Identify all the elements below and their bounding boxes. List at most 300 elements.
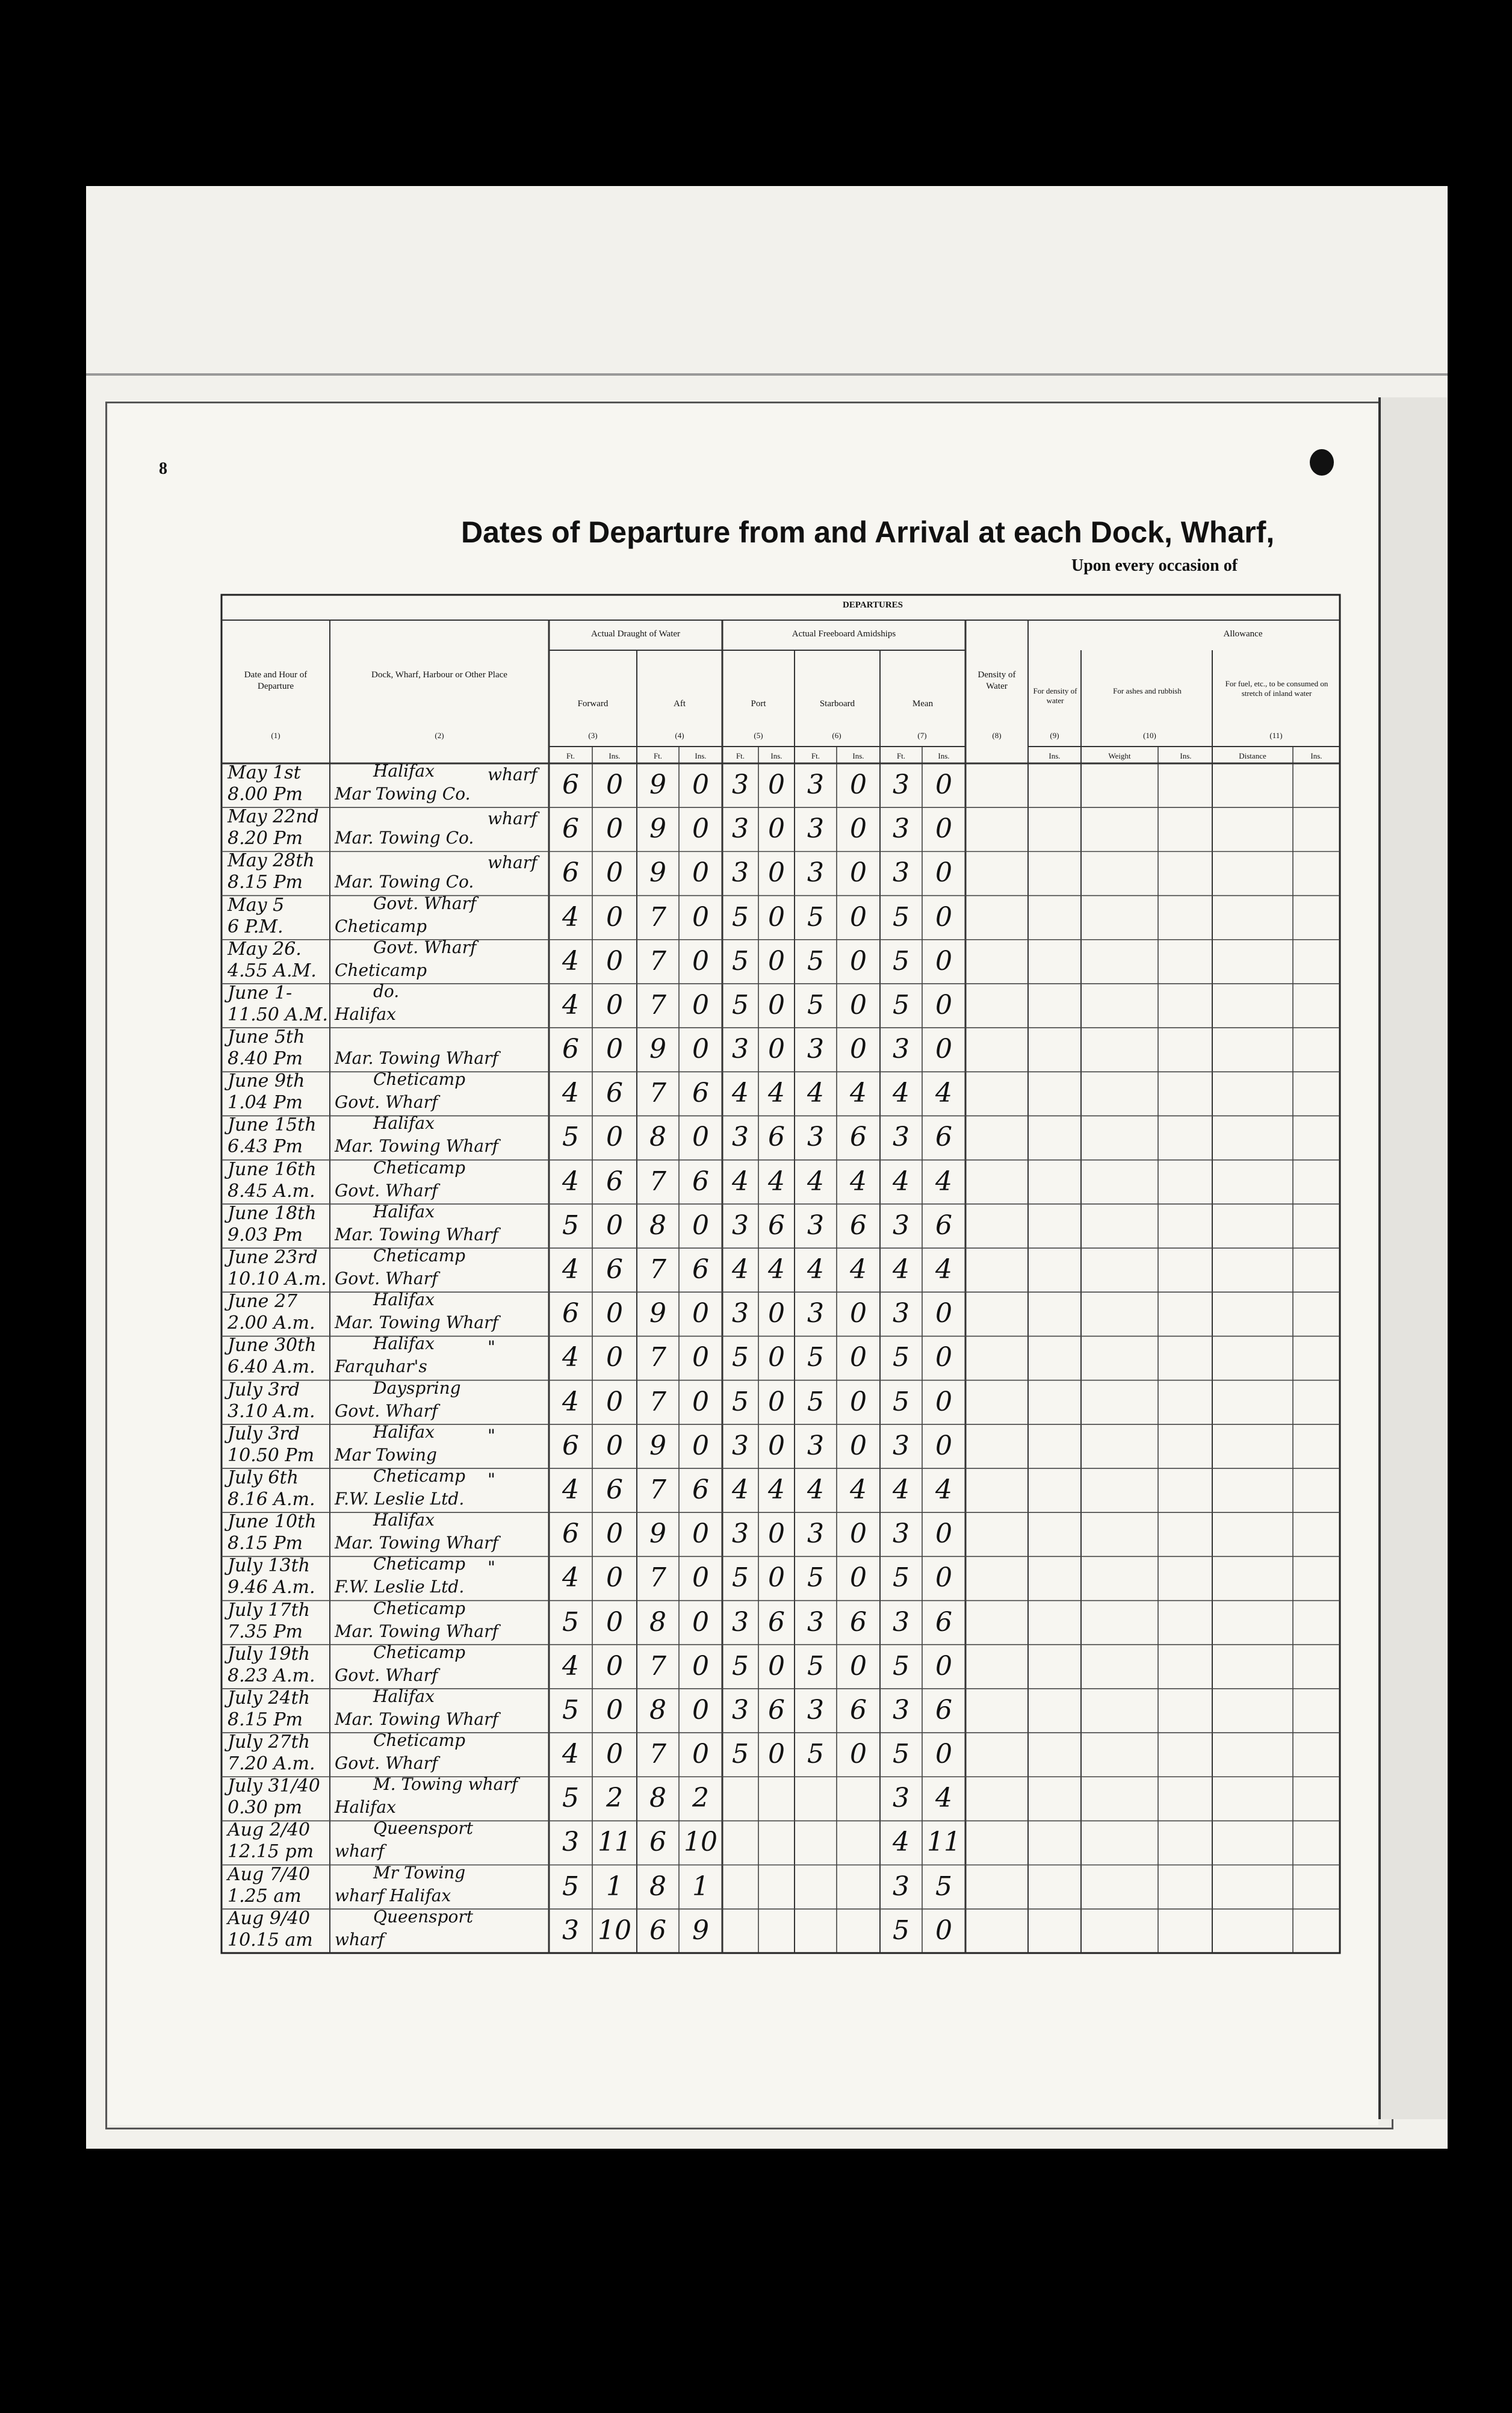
measurement-value: 0 (768, 1562, 785, 1594)
measurement-value: 3 (732, 1694, 749, 1725)
dock-wharf-name: wharf (335, 1841, 385, 1862)
departure-time: 8.45 A.m. (228, 1180, 315, 1202)
measurement-value: 0 (768, 1034, 785, 1065)
measurement-value: 4 (562, 1254, 579, 1285)
measurement-value: 4 (732, 1078, 749, 1109)
column-number: (8) (992, 731, 1002, 740)
measurement-value: 3 (893, 1871, 909, 1902)
measurement-value: 4 (732, 1474, 749, 1505)
place-upper-note: Halifax (373, 761, 435, 781)
place-margin-note: " (488, 1425, 495, 1446)
measurement-value: 6 (850, 1606, 867, 1638)
departure-time: 10.50 Pm (228, 1444, 315, 1466)
draught-heading: Actual Draught of Water (590, 629, 681, 639)
measurement-value: 0 (692, 1298, 709, 1329)
measurement-value: 6 (692, 1166, 709, 1197)
measurement-value: 0 (606, 1386, 623, 1417)
measurement-value: 5 (807, 1650, 824, 1682)
departures-heading: DEPARTURES (842, 600, 903, 610)
place-upper-note: Queensport (373, 1818, 473, 1839)
measurement-value: 8 (649, 1210, 666, 1241)
measurement-value: 0 (692, 769, 709, 800)
measurement-value: 0 (768, 989, 785, 1020)
place-upper-note: Halifax (373, 1201, 435, 1222)
measurement-value: 4 (732, 1254, 749, 1285)
place-margin-note: " (488, 1469, 495, 1489)
departure-date: July 3rd (228, 1423, 300, 1444)
measurement-value: 5 (807, 989, 824, 1020)
measurement-value: 7 (649, 1562, 666, 1594)
measurement-value: 0 (692, 1650, 709, 1682)
measurement-value: 8 (649, 1871, 666, 1902)
unit-label: Distance (1239, 751, 1266, 760)
measurement-value: 6 (935, 1606, 952, 1638)
measurement-value: 0 (935, 1034, 952, 1065)
dock-wharf-name: Govt. Wharf (335, 1753, 438, 1774)
column-number: (2) (435, 731, 444, 740)
starboard-heading: Starboard (819, 699, 855, 709)
measurement-value: 5 (732, 1342, 749, 1373)
column-number: (5) (754, 731, 763, 740)
measurement-value: 0 (606, 1562, 623, 1594)
measurement-value: 4 (562, 945, 579, 977)
measurement-value: 0 (606, 769, 623, 800)
measurement-value: 3 (732, 1210, 749, 1241)
departure-time: 10.10 A.m. (228, 1269, 327, 1290)
column-number: (4) (675, 731, 684, 740)
unit-label: Ins. (938, 751, 950, 760)
measurement-value: 0 (768, 769, 785, 800)
measurement-value: 3 (807, 769, 824, 800)
departure-date: June 1- (228, 982, 293, 1004)
measurement-value: 4 (807, 1474, 824, 1505)
measurement-value: 0 (935, 857, 952, 889)
forward-heading: Forward (577, 699, 609, 709)
measurement-value: 0 (692, 1122, 709, 1153)
measurement-value: 4 (562, 1474, 579, 1505)
measurement-value: 5 (807, 945, 824, 977)
measurement-value: 6 (562, 1430, 579, 1461)
measurement-value: 4 (893, 1078, 909, 1109)
measurement-value: 5 (732, 1386, 749, 1417)
measurement-value: 6 (935, 1694, 952, 1725)
measurement-value: 1 (606, 1871, 623, 1902)
measurement-value: 9 (649, 857, 666, 889)
column-number: (11) (1269, 731, 1283, 740)
measurement-value: 5 (893, 1650, 909, 1682)
place-upper-note: Cheticamp (373, 1598, 466, 1618)
density-heading: Density of Water (978, 670, 1016, 691)
measurement-value: 0 (692, 1430, 709, 1461)
measurement-value: 0 (606, 857, 623, 889)
measurement-value: 6 (562, 769, 579, 800)
unit-label: Ins. (695, 751, 707, 760)
column-number: (1) (271, 731, 280, 740)
measurement-value: 5 (807, 1562, 824, 1594)
measurement-value: 3 (732, 769, 749, 800)
measurement-value: 4 (935, 1166, 952, 1197)
measurement-value: 3 (893, 1694, 909, 1725)
measurement-value: 5 (893, 1386, 909, 1417)
place-upper-note: Halifax (373, 1290, 435, 1310)
measurement-value: 0 (606, 1650, 623, 1682)
measurement-value: 0 (850, 989, 867, 1020)
measurement-value: 0 (692, 901, 709, 933)
departure-time: 2.00 A.m. (228, 1312, 315, 1334)
dock-wharf-name: Mar. Towing Co. (335, 872, 474, 892)
measurement-value: 7 (649, 901, 666, 933)
departure-time: 8.15 Pm (228, 1533, 303, 1554)
measurement-value: 6 (606, 1166, 623, 1197)
measurement-value: 0 (606, 1034, 623, 1065)
unit-label: Ft. (811, 751, 820, 760)
measurement-value: 6 (606, 1474, 623, 1505)
departure-date: May 22nd (228, 806, 319, 828)
measurement-value: 6 (768, 1694, 785, 1725)
measurement-value: 4 (732, 1166, 749, 1197)
measurement-value: 4 (935, 1783, 952, 1814)
dock-wharf-name: F.W. Leslie Ltd. (335, 1577, 465, 1597)
measurement-value: 0 (692, 813, 709, 845)
measurement-value: 0 (850, 769, 867, 800)
measurement-value: 0 (768, 813, 785, 845)
departure-date: June 5th (228, 1026, 305, 1048)
measurement-value: 3 (807, 1606, 824, 1638)
measurement-value: 0 (850, 1650, 867, 1682)
measurement-value: 6 (649, 1827, 666, 1858)
dock-wharf-name: Mar. Towing Wharf (335, 1136, 498, 1157)
measurement-value: 7 (649, 1078, 666, 1109)
place-upper-note: Dayspring (373, 1377, 461, 1398)
measurement-value: 6 (935, 1210, 952, 1241)
measurement-value: 7 (649, 989, 666, 1020)
departure-date: Aug 7/40 (228, 1863, 311, 1885)
measurement-value: 3 (807, 813, 824, 845)
measurement-value: 0 (935, 1430, 952, 1461)
unit-label: Weight (1108, 751, 1131, 760)
measurement-value: 4 (893, 1827, 909, 1858)
departure-time: 3.10 A.m. (228, 1400, 315, 1422)
measurement-value: 4 (807, 1078, 824, 1109)
measurement-value: 5 (807, 1739, 824, 1770)
unit-label: Ins. (770, 751, 782, 760)
page-subtitle: Upon every occasion of (1071, 556, 1238, 575)
departure-time: 8.15 Pm (228, 872, 303, 893)
page-title: Dates of Departure from and Arrival at each Dock, Wharf, (461, 515, 1275, 549)
measurement-value: 3 (893, 1606, 909, 1638)
measurement-value: 4 (562, 1650, 579, 1682)
measurement-value: 0 (692, 1694, 709, 1725)
measurement-value: 6 (562, 1034, 579, 1065)
measurement-value: 7 (649, 1342, 666, 1373)
measurement-value: 0 (606, 1518, 623, 1550)
place-upper-note: Govt. Wharf (373, 937, 477, 957)
departure-time: 8.23 A.m. (228, 1665, 315, 1686)
dock-wharf-name: Mar. Towing Co. (335, 828, 474, 848)
measurement-value: 5 (562, 1122, 579, 1153)
measurement-value: 3 (893, 1783, 909, 1814)
measurement-value: 6 (692, 1078, 709, 1109)
measurement-value: 0 (850, 945, 867, 977)
measurement-value: 7 (649, 1739, 666, 1770)
departure-time: 8.40 Pm (228, 1048, 303, 1070)
measurement-value: 4 (850, 1166, 867, 1197)
place-upper-note: Cheticamp (373, 1642, 466, 1662)
departure-time: 10.15 am (228, 1929, 313, 1951)
dock-wharf-name: Farquhar's (335, 1356, 427, 1377)
measurement-value: 0 (850, 1518, 867, 1550)
dock-wharf-name: Mar Towing Co. (335, 784, 471, 804)
measurement-value: 3 (893, 1298, 909, 1329)
dock-wharf-name: Govt. Wharf (335, 1665, 438, 1685)
measurement-value: 7 (649, 1166, 666, 1197)
dock-wharf-name: Cheticamp (335, 916, 427, 936)
measurement-value: 0 (606, 1430, 623, 1461)
departure-date: July 6th (228, 1467, 299, 1488)
measurement-value: 0 (692, 1606, 709, 1638)
measurement-value: 3 (732, 1518, 749, 1550)
measurement-value: 10 (684, 1827, 717, 1858)
measurement-value: 5 (562, 1210, 579, 1241)
measurement-value: 4 (935, 1474, 952, 1505)
measurement-value: 3 (732, 857, 749, 889)
departure-date: July 19th (228, 1643, 310, 1665)
measurement-value: 4 (850, 1078, 867, 1109)
measurement-value: 0 (768, 1342, 785, 1373)
measurement-value: 0 (850, 813, 867, 845)
measurement-value: 5 (893, 989, 909, 1020)
measurement-value: 6 (606, 1254, 623, 1285)
place-upper-note: Queensport (373, 1906, 473, 1927)
measurement-value: 2 (692, 1783, 709, 1814)
allowance-heading: Allowance (1223, 629, 1263, 639)
measurement-value: 10 (598, 1915, 631, 1946)
measurement-value: 4 (807, 1254, 824, 1285)
measurement-value: 5 (807, 1342, 824, 1373)
measurement-value: 3 (807, 857, 824, 889)
dock-wharf-name: Mar. Towing Wharf (335, 1224, 498, 1244)
port-heading: Port (751, 699, 766, 709)
measurement-value: 0 (850, 901, 867, 933)
departure-time: 4.55 A.M. (228, 960, 317, 981)
measurement-value: 0 (850, 1298, 867, 1329)
measurement-value: 6 (692, 1254, 709, 1285)
measurement-value: 7 (649, 945, 666, 977)
measurement-value: 0 (935, 1562, 952, 1594)
measurement-value: 5 (732, 989, 749, 1020)
measurement-value: 0 (768, 1430, 785, 1461)
measurement-value: 5 (732, 1739, 749, 1770)
measurement-value: 6 (562, 1518, 579, 1550)
departure-time: 6.43 Pm (228, 1136, 303, 1158)
place-upper-note: Cheticamp (373, 1465, 466, 1486)
measurement-value: 0 (606, 945, 623, 977)
measurement-value: 3 (732, 1606, 749, 1638)
date-hour-heading: Date and Hour of Departure (244, 670, 308, 691)
measurement-value: 6 (850, 1122, 867, 1153)
place-upper-note: do. (373, 981, 400, 1001)
measurement-value: 5 (562, 1694, 579, 1725)
dock-wharf-name: Govt. Wharf (335, 1400, 438, 1421)
measurement-value: 0 (692, 989, 709, 1020)
measurement-value: 3 (807, 1298, 824, 1329)
for-fuel-heading: For fuel, etc., to be consumed on stretch of inland water (1225, 679, 1328, 698)
measurement-value: 4 (850, 1474, 867, 1505)
measurement-value: 0 (606, 989, 623, 1020)
measurement-value: 3 (893, 813, 909, 845)
dock-wharf-name: Govt. Wharf (335, 1092, 438, 1113)
departure-date: July 17th (228, 1599, 310, 1621)
dock-wharf-name: F.W. Leslie Ltd. (335, 1488, 465, 1509)
departure-time: 11.50 A.M. (228, 1004, 328, 1025)
departure-date: Aug 9/40 (228, 1907, 311, 1929)
measurement-value: 4 (768, 1166, 785, 1197)
dock-wharf-name: Mar. Towing Wharf (335, 1048, 498, 1069)
measurement-value: 4 (768, 1474, 785, 1505)
measurement-value: 8 (649, 1606, 666, 1638)
measurement-value: 3 (893, 1210, 909, 1241)
departure-date: June 23rd (228, 1247, 318, 1269)
measurement-value: 3 (893, 1034, 909, 1065)
for-density-heading: For density of water (1033, 686, 1077, 706)
measurement-value: 5 (893, 1739, 909, 1770)
departure-date: June 9th (228, 1070, 305, 1092)
measurement-value: 0 (768, 1298, 785, 1329)
place-margin-note: wharf (488, 852, 538, 873)
freeboard-heading: Actual Freeboard Amidships (792, 629, 896, 639)
dock-wharf-name: Halifax (335, 1797, 396, 1818)
measurement-value: 5 (893, 901, 909, 933)
measurement-value: 4 (893, 1254, 909, 1285)
departure-time: 8.16 A.m. (228, 1488, 315, 1510)
dock-wharf-name: Mar. Towing Wharf (335, 1621, 498, 1641)
measurement-value: 3 (893, 1122, 909, 1153)
measurement-value: 4 (935, 1254, 952, 1285)
departure-date: July 3rd (228, 1379, 300, 1400)
measurement-value: 4 (562, 1166, 579, 1197)
unit-label: Ins. (1049, 751, 1061, 760)
measurement-value: 4 (935, 1078, 952, 1109)
departure-date: July 31/40 (228, 1775, 320, 1797)
measurement-value: 0 (692, 1342, 709, 1373)
measurement-value: 0 (692, 1210, 709, 1241)
measurement-value: 0 (692, 1562, 709, 1594)
place-margin-note: wharf (488, 765, 538, 784)
aft-heading: Aft (674, 699, 686, 709)
measurement-value: 0 (606, 1298, 623, 1329)
measurement-value: 3 (807, 1122, 824, 1153)
measurement-value: 11 (927, 1827, 961, 1858)
for-ashes-heading: For ashes and rubbish (1113, 686, 1182, 695)
measurement-value: 7 (649, 1474, 666, 1505)
measurement-value: 0 (606, 1342, 623, 1373)
departure-time: 7.35 Pm (228, 1621, 303, 1642)
measurement-value: 0 (850, 857, 867, 889)
column-number: (9) (1050, 731, 1059, 740)
place-upper-note: Cheticamp (373, 1554, 466, 1574)
measurement-value: 3 (807, 1210, 824, 1241)
dock-wharf-name: Govt. Wharf (335, 1180, 438, 1200)
measurement-value: 5 (562, 1606, 579, 1638)
measurement-value: 3 (562, 1827, 579, 1858)
unit-label: Ins. (1180, 751, 1192, 760)
measurement-value: 0 (935, 989, 952, 1020)
measurement-value: 7 (649, 1386, 666, 1417)
measurement-value: 5 (732, 1562, 749, 1594)
measurement-value: 6 (562, 813, 579, 845)
unit-label: Ft. (566, 751, 575, 760)
measurement-value: 0 (850, 1034, 867, 1065)
column-number: (3) (588, 731, 598, 740)
place-upper-note: Halifax (373, 1334, 435, 1354)
measurement-value: 6 (935, 1122, 952, 1153)
measurement-value: 0 (692, 945, 709, 977)
measurement-value: 0 (935, 1739, 952, 1770)
measurement-value: 5 (893, 945, 909, 977)
measurement-value: 6 (692, 1474, 709, 1505)
measurement-value: 3 (807, 1034, 824, 1065)
place-upper-note: Cheticamp (373, 1730, 466, 1751)
dock-wharf-name: Mar. Towing Wharf (335, 1312, 498, 1333)
place-margin-note: " (488, 1337, 495, 1358)
measurement-value: 0 (935, 813, 952, 845)
measurement-value: 4 (768, 1254, 785, 1285)
measurement-value: 5 (562, 1783, 579, 1814)
departure-date: May 26. (228, 938, 302, 960)
measurement-value: 2 (606, 1783, 623, 1814)
departure-time: 6 P.M. (228, 916, 284, 937)
dock-wharf-name: Govt. Wharf (335, 1269, 438, 1289)
departure-date: May 28th (228, 850, 315, 872)
dock-heading: Dock, Wharf, Harbour or Other Place (371, 670, 507, 680)
measurement-value: 9 (649, 1430, 666, 1461)
place-upper-note: Cheticamp (373, 1246, 466, 1266)
measurement-value: 7 (649, 1254, 666, 1285)
measurement-value: 0 (768, 857, 785, 889)
measurement-value: 7 (649, 1650, 666, 1682)
departure-time: 8.15 Pm (228, 1709, 303, 1730)
departure-time: 0.30 pm (228, 1797, 302, 1819)
dock-wharf-name: wharf (335, 1929, 385, 1949)
measurement-value: 4 (562, 1562, 579, 1594)
unit-label: Ft. (896, 751, 906, 760)
measurement-value: 3 (807, 1430, 824, 1461)
measurement-value: 6 (768, 1606, 785, 1638)
departure-date: July 24th (228, 1687, 310, 1709)
measurement-value: 0 (935, 1650, 952, 1682)
measurement-value: 0 (850, 1562, 867, 1594)
measurement-value: 3 (893, 1430, 909, 1461)
place-upper-note: Mr Towing (373, 1862, 466, 1883)
measurement-value: 0 (606, 901, 623, 933)
measurement-value: 0 (768, 945, 785, 977)
departure-time: 1.25 am (228, 1885, 302, 1907)
departure-date: July 27th (228, 1731, 310, 1753)
measurement-value: 6 (850, 1694, 867, 1725)
measurement-value: 4 (562, 1078, 579, 1109)
measurement-value: 3 (807, 1694, 824, 1725)
measurement-value: 11 (598, 1827, 631, 1858)
place-upper-note: Halifax (373, 1113, 435, 1134)
departure-date: May 1st (228, 762, 301, 783)
measurement-value: 5 (807, 901, 824, 933)
measurement-value: 0 (935, 1386, 952, 1417)
measurement-value: 5 (732, 1650, 749, 1682)
measurement-value: 0 (692, 1034, 709, 1065)
measurement-value: 0 (935, 769, 952, 800)
departure-date: June 15th (228, 1114, 317, 1136)
measurement-value: 3 (562, 1915, 579, 1946)
